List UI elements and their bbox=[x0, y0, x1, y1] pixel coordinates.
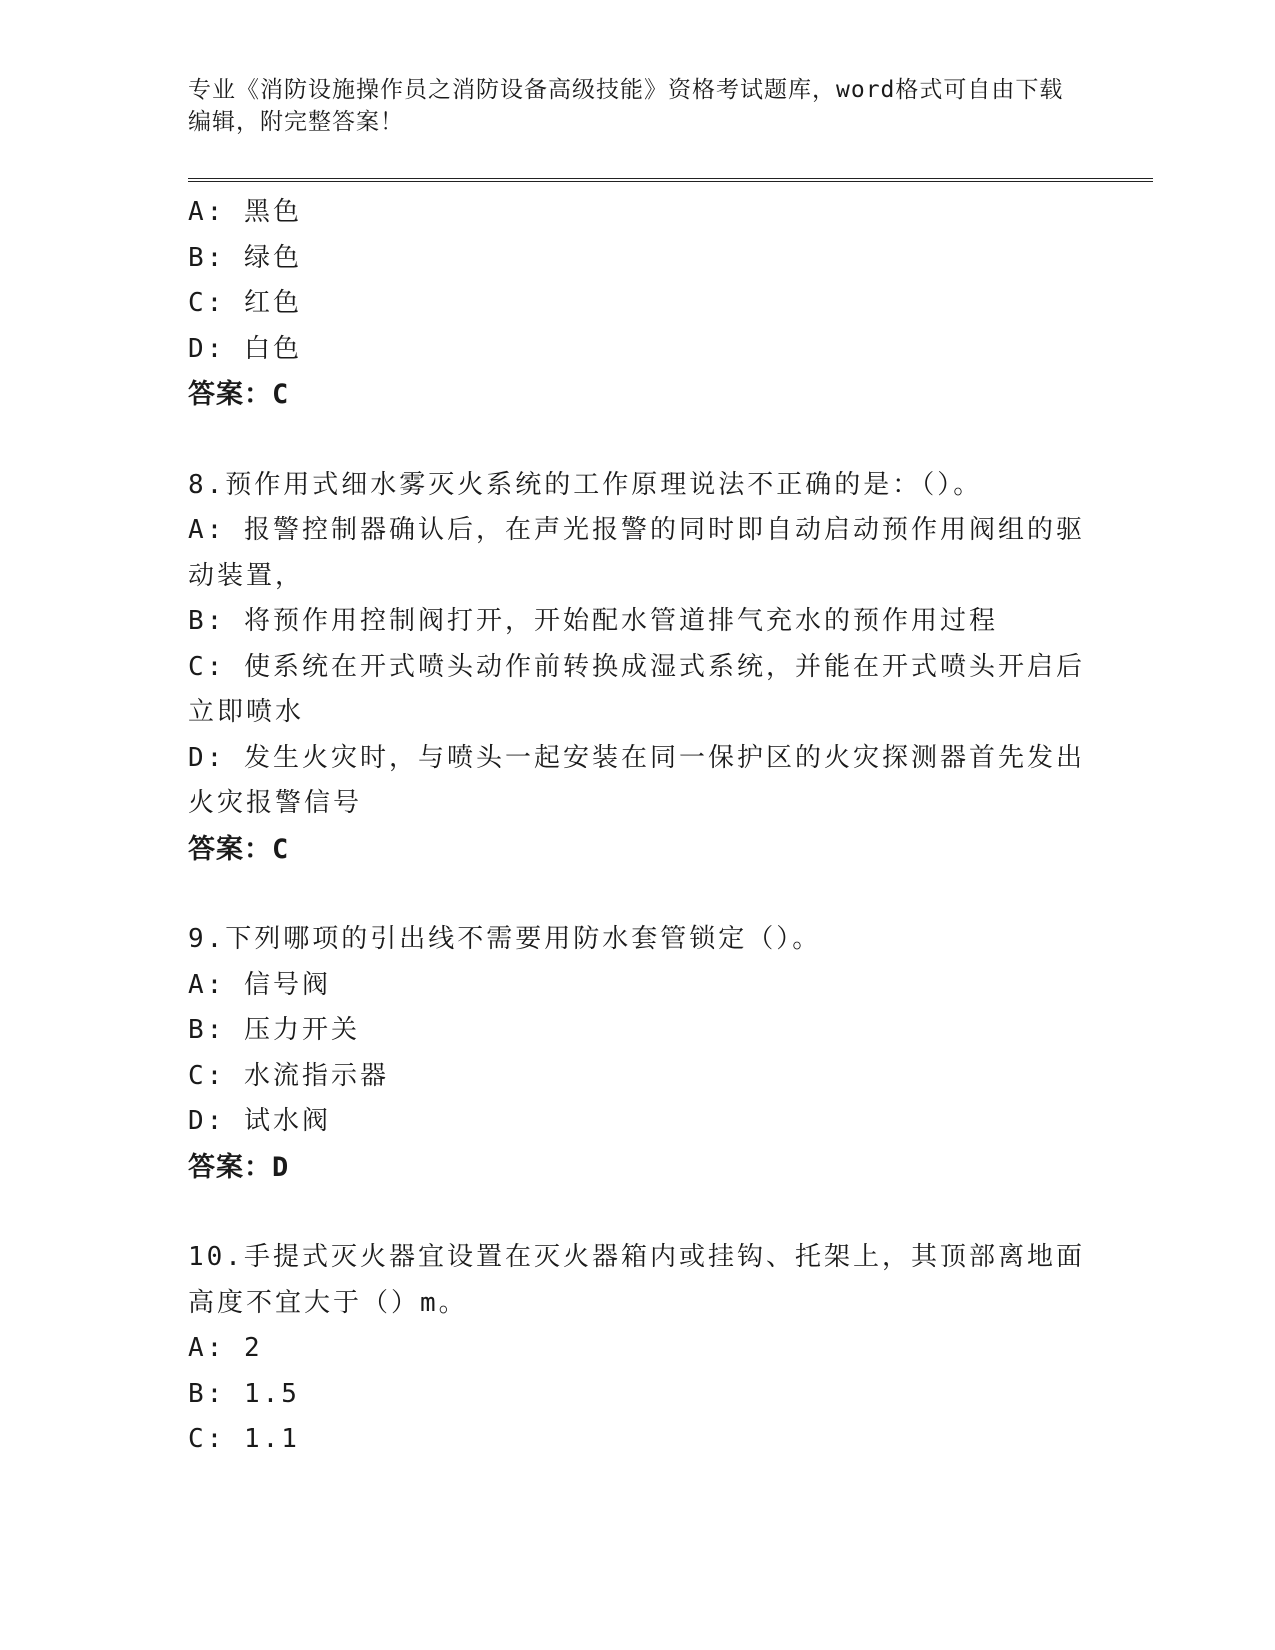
question-9 bbox=[188, 917, 1088, 1190]
question-stem: 10.手提式灭火器宜设置在灭火器箱内或挂钩、托架上，其顶部离地面高度不宜大于（）m。 bbox=[188, 1242, 1085, 1318]
option-b: B: 将预作用控制阀打开，开始配水管道排气充水的预作用过程 bbox=[188, 606, 998, 636]
option-a: A: 2 bbox=[188, 1333, 263, 1363]
question-10 bbox=[188, 1235, 1088, 1463]
option-b: B: 压力开关 bbox=[188, 1015, 360, 1045]
option-c: C: 使系统在开式喷头动作前转换成湿式系统，并能在开式喷头开启后立即喷水 bbox=[188, 651, 1085, 727]
answer: 答案：C bbox=[188, 379, 290, 410]
option-d: D: 白色 bbox=[188, 333, 302, 364]
question-stem: 8.预作用式细水雾灭火系统的工作原理说法不正确的是：（）。 bbox=[188, 469, 983, 500]
document-header: 专业《消防设施操作员之消防设备高级技能》资格考试题库，word格式可自由下载编辑，附完整答案！ bbox=[188, 77, 1064, 135]
option-d: D: 发生火灾时，与喷头一起安装在同一保护区的火灾探测器首先发出火灾报警信号 bbox=[188, 742, 1085, 818]
option-b: B: 绿色 bbox=[188, 242, 302, 273]
option-d: D: 试水阀 bbox=[188, 1106, 331, 1136]
option-c: C: 水流指示器 bbox=[188, 1060, 389, 1091]
option-c: C: 红色 bbox=[188, 288, 302, 318]
question-stem: 9.下列哪项的引出线不需要用防水套管锁定（）。 bbox=[188, 924, 822, 954]
option-c: C: 1.1 bbox=[188, 1424, 300, 1454]
question-8 bbox=[188, 463, 1088, 873]
answer: 答案：D bbox=[188, 1151, 290, 1183]
option-a: A: 黑色 bbox=[188, 197, 302, 227]
option-b: B: 1.5 bbox=[188, 1378, 300, 1409]
answer: 答案：C bbox=[188, 833, 290, 865]
question-list bbox=[188, 190, 1088, 1463]
option-a: A: 报警控制器确认后，在声光报警的同时即自动启动预作用阀组的驱动装置， bbox=[188, 515, 1085, 591]
question-7 bbox=[188, 190, 1088, 418]
option-a: A: 信号阀 bbox=[188, 969, 331, 1000]
header-divider bbox=[188, 178, 1153, 182]
